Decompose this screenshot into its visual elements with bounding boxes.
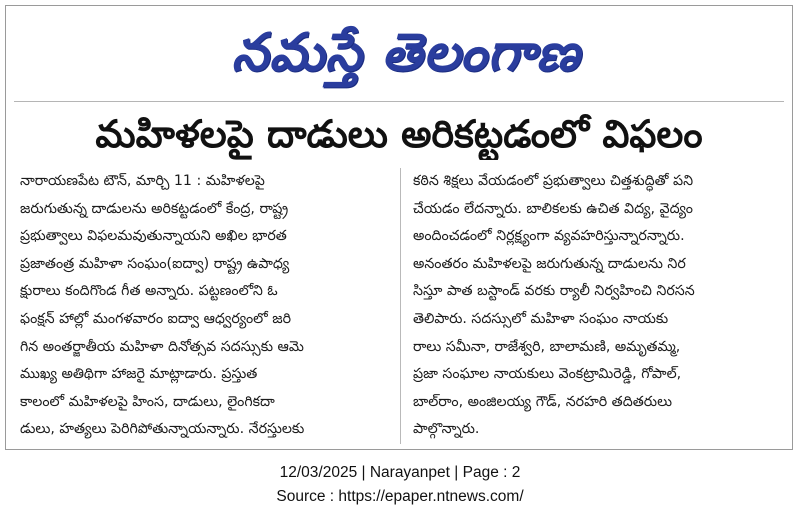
article-line: ప్రజా సంఘాల నాయకులు వెంకట్రామిరెడ్డి, గోపాల్, — [413, 366, 682, 383]
article-line: నారాయణపేట టౌన్, మార్చి 11 : మహిళలపై — [20, 173, 265, 189]
footer-source: Source : https://epaper.ntnews.com/ — [276, 488, 524, 505]
divider — [14, 101, 784, 102]
article-line: రాలు సమీనా, రాజేశ్వరి, బాలామణి, అమృతమ్మ, — [413, 338, 681, 355]
article-line: గిన అంతర్జాతీయ మహిళా దినోత్సవ సదస్సుకు ఆమె — [20, 338, 304, 355]
article-line: బాల్‌రాం, అంజిలయ్య గౌడ్, నరహరి తదితరులు — [413, 393, 673, 410]
article-line: పాల్గొన్నారు. — [413, 421, 480, 438]
article-line: ప్రభుత్వాలు విఫలమవుతున్నాయని అఖిల భారత — [20, 228, 287, 245]
article-line: డులు, హత్యలు పెరిగిపోతున్నాయన్నారు. నేరస్తులకు — [20, 421, 305, 438]
article-headline: మహిళలపై దాడులు అరికట్టడంలో విఫలం — [95, 112, 703, 156]
article-line: చేయడం లేదన్నారు. బాలికలకు ఉచిత విద్య, వైద్యం — [413, 200, 693, 217]
article-line: సిస్తూ పాత బస్టాండ్ వరకు ర్యాలీ నిర్వహించి నిరసన — [413, 283, 695, 300]
newspaper-clipping — [5, 5, 793, 450]
article-line: ముఖ్య అతిథిగా హాజరై మాట్లాడారు. ప్రస్తుత — [20, 366, 258, 383]
article-line: అందించడంలో నిర్లక్ష్యంగా వ్యవహరిస్తున్నారన్నారు. — [413, 228, 685, 245]
article-column-left — [20, 168, 400, 444]
article-line: కఠిన శిక్షలు వేయడంలో ప్రభుత్వాలు చిత్తశుద్ధితో పని — [413, 173, 694, 189]
article-line: అనంతరం మహిళలపై జరుగుతున్న దాడులను నిర — [413, 255, 686, 272]
article-line: తెలిపారు. సదస్సులో మహిళా సంఘం నాయకు — [413, 310, 669, 327]
footer-date-edition: 12/03/2025 | Narayanpet | Page : 2 — [279, 464, 521, 481]
article-body — [20, 168, 780, 444]
article-line: ప్రజాతంత్ర మహిళా సంఘం(ఐద్వా) రాష్ట్ర ఉపాధ్య — [20, 255, 290, 272]
article-line: క్షురాలు కందిగొండ గీత అన్నారు. పట్టణంలోని ఓ — [20, 283, 278, 300]
article-line: జరుగుతున్న దాడులను అరికట్టడంలో కేంద్ర, రాష్ట్ర — [20, 200, 289, 217]
article-line: కాలంలో మహిళలపై హింస, దాడులు, లైంగికదా — [20, 393, 275, 410]
article-line: ఫంక్షన్ హాల్లో మంగళవారం ఐద్వా ఆధ్వర్యంలో జరి — [20, 310, 292, 327]
article-column-right — [400, 168, 780, 444]
masthead-logo: నమస్తే తెలంగాణ — [231, 23, 581, 83]
